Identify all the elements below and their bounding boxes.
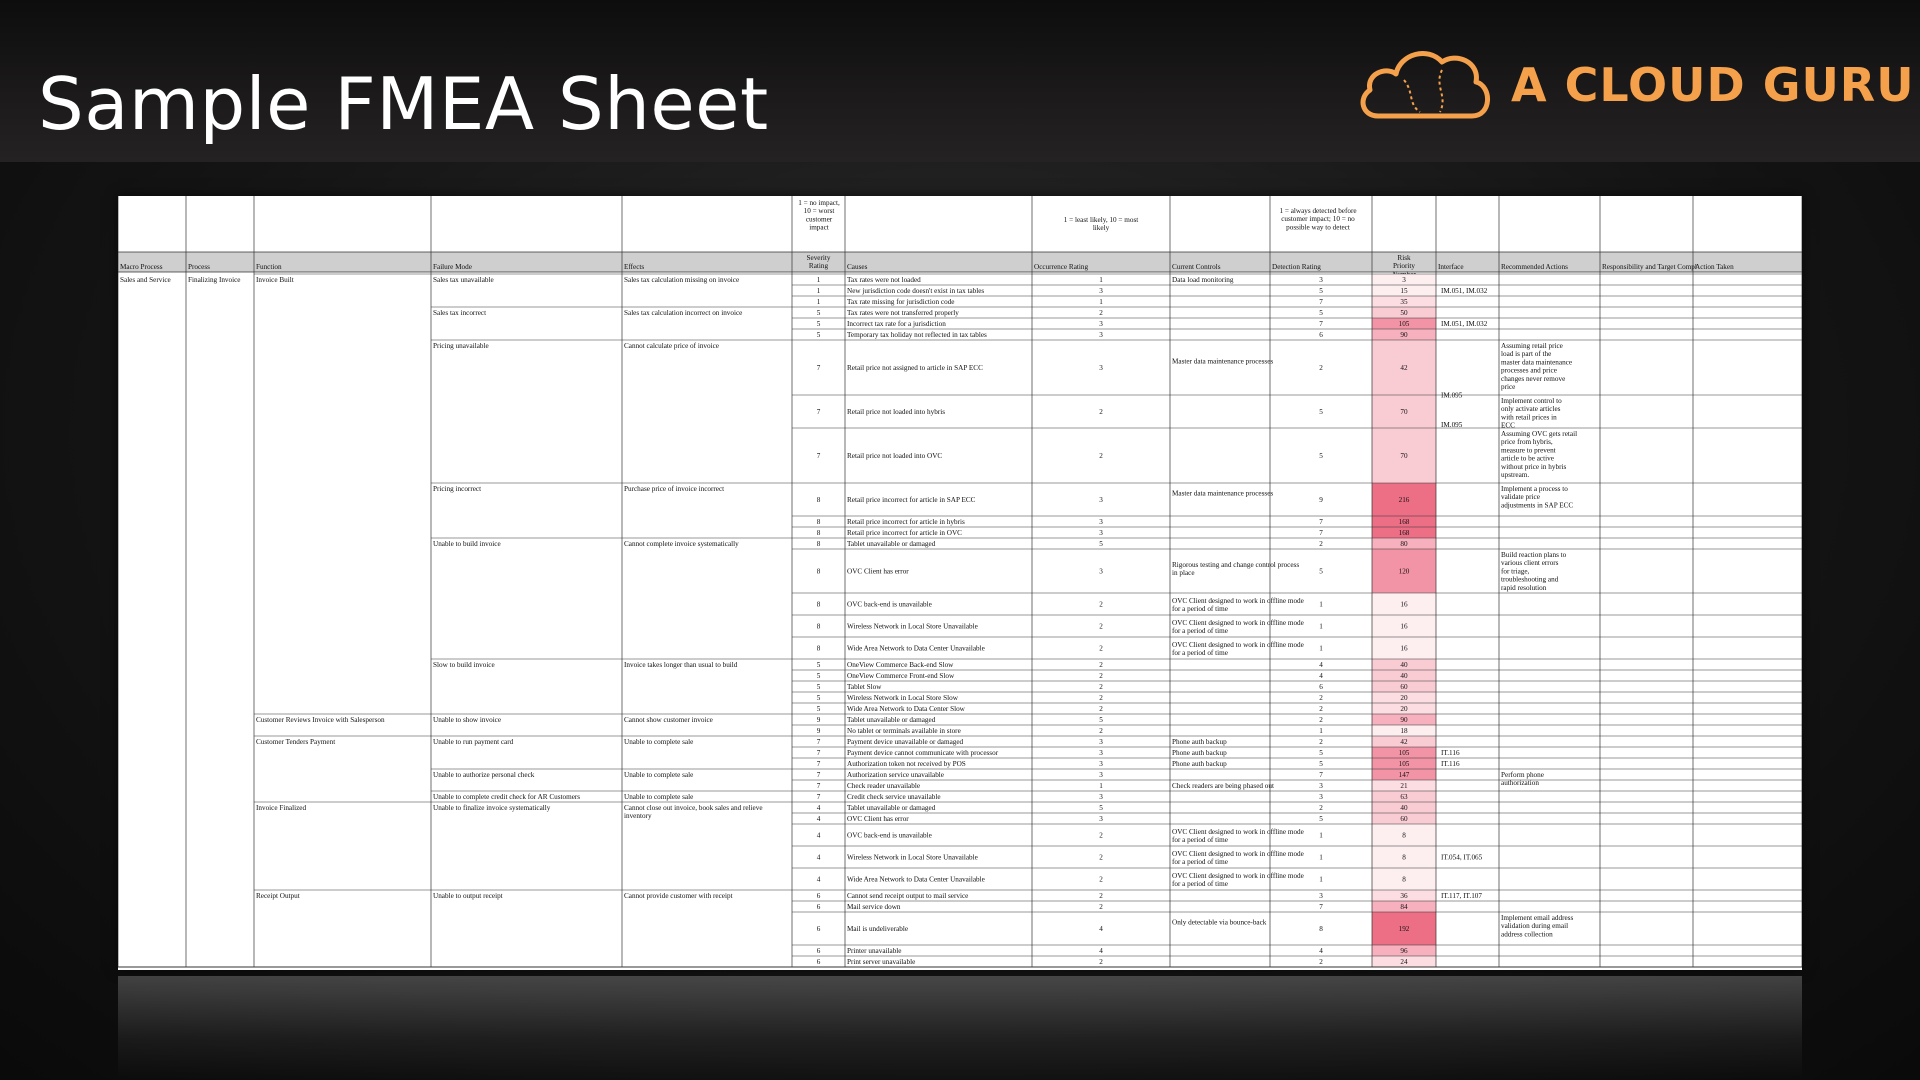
detection-rating: 4 — [1319, 661, 1323, 669]
detection-rating: 7 — [1319, 529, 1323, 537]
occurrence-rating: 2 — [1099, 622, 1103, 631]
detection-rating: 2 — [1319, 716, 1323, 724]
severity-rating: 5 — [816, 705, 821, 713]
detection-rating: 5 — [1319, 309, 1323, 317]
control-text: Rigorous testing and change control process in place — [1172, 561, 1300, 578]
effect-text: Purchase price of invoice incorrect — [624, 485, 725, 493]
effect-text: Cannot provide customer with receipt — [624, 892, 733, 900]
rpn-value: 60 — [1400, 815, 1408, 823]
severity-rating: 8 — [816, 496, 821, 504]
effect-text: Unable to complete sale — [624, 738, 694, 746]
effect-text: Cannot show customer invoice — [624, 716, 713, 724]
column-header: Recommended Actions — [1501, 263, 1568, 271]
recommended-action: Implement control to only activate articles with retail prices in ECC — [1501, 397, 1562, 430]
rpn-value: 168 — [1398, 529, 1410, 537]
cause-text: Incorrect tax rate for a jurisdiction — [847, 320, 946, 328]
failure-mode: Pricing unavailable — [433, 342, 489, 350]
rpn-value: 40 — [1400, 804, 1408, 812]
failure-mode: Unable to show invoice — [433, 716, 502, 724]
severity-rating: 8 — [816, 518, 821, 526]
detection-rating: 1 — [1319, 875, 1323, 884]
severity-rating: 1 — [816, 276, 821, 284]
cause-text: Tablet unavailable or damaged — [847, 804, 936, 812]
recommended-action: Assuming OVC gets retail price from hybris, measure to prevent article to be active without price in hybris upstream. — [1501, 430, 1578, 479]
occurrence-scale-note: 1 = least likely, 10 = most likely — [1063, 216, 1139, 233]
detection-rating: 1 — [1319, 853, 1323, 862]
severity-rating: 9 — [816, 727, 821, 735]
occurrence-rating: 3 — [1099, 496, 1103, 504]
cause-text: Check reader unavailable — [847, 782, 921, 790]
recommended-action: Implement a process to validate price adjustments in SAP ECC — [1501, 485, 1574, 510]
cause-text: Wireless Network in Local Store Unavailable — [847, 622, 978, 631]
column-header: Occurrence Rating — [1034, 263, 1089, 271]
severity-rating: 5 — [816, 320, 821, 328]
severity-rating: 8 — [816, 644, 821, 653]
occurrence-rating: 3 — [1099, 749, 1103, 757]
rpn-value: 24 — [1400, 958, 1408, 966]
detection-rating: 7 — [1319, 518, 1323, 526]
rpn-value: 16 — [1400, 600, 1408, 609]
cause-text: Tax rates were not loaded — [847, 276, 921, 284]
function-name: Invoice Built — [256, 276, 294, 284]
detection-rating: 1 — [1319, 727, 1323, 735]
cause-text: Cannot send receipt output to mail service — [847, 892, 969, 900]
detection-rating: 2 — [1319, 804, 1323, 812]
cause-text: Mail service down — [847, 903, 901, 911]
cause-text: OVC Client has error — [847, 815, 909, 823]
cause-text: Wide Area Network to Data Center Unavailable — [847, 644, 985, 653]
interface-code: IT.054, IT.065 — [1441, 853, 1483, 862]
occurrence-rating: 2 — [1099, 875, 1103, 884]
severity-rating: 7 — [816, 749, 821, 757]
failure-mode: Pricing incorrect — [433, 485, 482, 493]
rpn-value: 70 — [1400, 408, 1408, 416]
occurrence-rating: 2 — [1099, 644, 1103, 653]
detection-rating: 5 — [1319, 452, 1323, 460]
detection-rating: 4 — [1319, 672, 1323, 680]
recommended-action: Implement email address validation during email address collection — [1501, 914, 1574, 939]
column-header: Effects — [624, 263, 645, 271]
column-header: Interface — [1438, 263, 1464, 271]
severity-rating: 7 — [816, 782, 821, 790]
detection-rating: 7 — [1319, 903, 1323, 911]
column-header: Macro Process — [120, 263, 163, 271]
control-text: Master data maintenance processes — [1172, 357, 1274, 366]
occurrence-rating: 2 — [1099, 672, 1103, 680]
detection-rating: 5 — [1319, 760, 1323, 768]
failure-mode: Sales tax incorrect — [433, 309, 487, 317]
cause-text: Tablet unavailable or damaged — [847, 716, 936, 724]
recommended-action: Assuming retail price load is part of the master data maintenance processes and price changes never remove price — [1501, 342, 1573, 391]
control-text: Check readers are being phased out — [1172, 782, 1274, 790]
severity-rating: 4 — [816, 853, 821, 862]
occurrence-rating: 2 — [1099, 903, 1103, 911]
severity-rating: 7 — [816, 760, 821, 768]
occurrence-rating: 3 — [1099, 567, 1103, 576]
cause-text: Retail price not assigned to article in SAP ECC — [847, 364, 983, 372]
interface-code: IT.117, IT.107 — [1441, 892, 1482, 900]
severity-rating: 5 — [816, 672, 821, 680]
control-text: OVC Client designed to work in offline mode for a period of time — [1172, 641, 1304, 658]
rpn-value: 105 — [1398, 749, 1410, 757]
detection-rating: 7 — [1319, 320, 1323, 328]
rpn-value: 16 — [1400, 622, 1408, 631]
severity-scale-note: 1 = no impact, 10 = worst customer impact — [798, 199, 840, 232]
occurrence-rating: 2 — [1099, 853, 1103, 862]
rpn-value: 42 — [1400, 738, 1408, 746]
rpn-value: 20 — [1400, 705, 1408, 713]
detection-rating: 1 — [1319, 622, 1323, 631]
severity-rating: 9 — [816, 716, 821, 724]
severity-rating: 6 — [816, 958, 821, 966]
occurrence-rating: 5 — [1099, 716, 1103, 724]
cause-text: OneView Commerce Front-end Slow — [847, 672, 955, 680]
detection-rating: 6 — [1319, 331, 1323, 339]
interface-code: IM.095 — [1441, 391, 1463, 400]
cause-text: New jurisdiction code doesn't exist in tax tables — [847, 287, 985, 295]
occurrence-rating: 3 — [1099, 529, 1103, 537]
occurrence-rating: 3 — [1099, 738, 1103, 746]
column-header: Process — [188, 263, 210, 271]
occurrence-rating: 3 — [1099, 364, 1103, 372]
rpn-value: 42 — [1400, 364, 1408, 372]
control-text: OVC Client designed to work in offline mode for a period of time — [1172, 597, 1304, 614]
occurrence-rating: 1 — [1099, 782, 1103, 790]
detection-rating: 5 — [1319, 567, 1323, 576]
effect-text: Invoice takes longer than usual to build — [624, 661, 738, 669]
occurrence-rating: 2 — [1099, 892, 1103, 900]
interface-code: IM.051, IM.032 — [1441, 320, 1488, 328]
severity-rating: 8 — [816, 540, 821, 548]
detection-rating: 2 — [1319, 958, 1323, 966]
occurrence-rating: 5 — [1099, 540, 1103, 548]
detection-rating: 8 — [1319, 925, 1323, 933]
cause-text: Payment device cannot communicate with processor — [847, 749, 999, 757]
severity-rating: 8 — [816, 567, 821, 576]
rpn-value: 8 — [1402, 831, 1406, 840]
cause-text: Authorization token not received by POS — [847, 760, 966, 768]
control-text: OVC Client designed to work in offline mode for a period of time — [1172, 850, 1304, 867]
detection-rating: 7 — [1319, 771, 1323, 779]
interface-code: IT.116 — [1441, 760, 1460, 768]
cause-text: OVC back-end is unavailable — [847, 831, 932, 840]
cause-text: No tablet or terminals available in store — [847, 727, 961, 735]
occurrence-rating: 2 — [1099, 309, 1103, 317]
column-header: Failure Mode — [433, 263, 472, 271]
cause-text: Tax rate missing for jurisdiction code — [847, 298, 955, 306]
rpn-value: 105 — [1398, 760, 1410, 768]
occurrence-rating: 2 — [1099, 694, 1103, 702]
rpn-value: 120 — [1398, 567, 1410, 576]
occurrence-rating: 3 — [1099, 793, 1103, 801]
failure-mode: Unable to authorize personal check — [433, 771, 535, 779]
rpn-value: 50 — [1400, 309, 1408, 317]
cause-text: Authorization service unavailable — [847, 771, 944, 779]
occurrence-rating: 3 — [1099, 518, 1103, 526]
severity-rating: 7 — [816, 793, 821, 801]
occurrence-rating: 2 — [1099, 661, 1103, 669]
occurrence-rating: 3 — [1099, 771, 1103, 779]
rpn-value: 105 — [1398, 320, 1410, 328]
occurrence-rating: 5 — [1099, 804, 1103, 812]
cause-text: Retail price incorrect for article in OVC — [847, 529, 962, 537]
severity-rating: 4 — [816, 804, 821, 812]
rpn-value: 60 — [1400, 683, 1408, 691]
severity-rating: 1 — [816, 287, 821, 295]
cause-text: Tablet unavailable or damaged — [847, 540, 936, 548]
occurrence-rating: 2 — [1099, 705, 1103, 713]
rpn-value: 3 — [1402, 276, 1406, 284]
column-header: Action Taken — [1695, 263, 1734, 271]
occurrence-rating: 2 — [1099, 958, 1103, 966]
rpn-value: 36 — [1400, 892, 1408, 900]
rpn-value: 168 — [1398, 518, 1410, 526]
occurrence-rating: 3 — [1099, 760, 1103, 768]
cause-text: Wireless Network in Local Store Unavailable — [847, 853, 978, 862]
rpn-value: 70 — [1400, 452, 1408, 460]
slide-title: Sample FMEA Sheet — [38, 62, 769, 146]
cause-text: Tablet Slow — [847, 683, 882, 691]
severity-rating: 7 — [816, 408, 821, 416]
rpn-value: 35 — [1400, 298, 1408, 306]
rpn-value: 63 — [1400, 793, 1408, 801]
severity-rating: 6 — [816, 892, 821, 900]
severity-rating: 8 — [816, 600, 821, 609]
rpn-value: 18 — [1400, 727, 1408, 735]
occurrence-rating: 1 — [1099, 276, 1103, 284]
severity-rating: 5 — [816, 683, 821, 691]
control-text: Phone auth backup — [1172, 749, 1227, 757]
recommended-action: Build reaction plans to various client errors for triage, troubleshooting and rapid resolution — [1501, 551, 1567, 592]
control-text: OVC Client designed to work in offline mode for a period of time — [1172, 872, 1304, 889]
process-name: Finalizing Invoice — [188, 276, 241, 284]
cause-text: Retail price not loaded into hybris — [847, 408, 946, 416]
occurrence-rating: 2 — [1099, 727, 1103, 735]
recommended-action: Perform phone authorization — [1501, 771, 1544, 788]
cause-text: Mail is undeliverable — [847, 925, 909, 933]
column-header: Detection Rating — [1272, 263, 1321, 271]
severity-rating: 6 — [816, 903, 821, 911]
failure-mode: Slow to build invoice — [433, 661, 495, 669]
cause-text: Wide Area Network to Data Center Unavailable — [847, 875, 985, 884]
detection-rating: 1 — [1319, 831, 1323, 840]
detection-rating: 6 — [1319, 683, 1323, 691]
function-name: Customer Reviews Invoice with Salesperson — [256, 716, 385, 724]
detection-rating: 4 — [1319, 947, 1323, 955]
detection-rating: 3 — [1319, 782, 1323, 790]
occurrence-rating: 3 — [1099, 320, 1103, 328]
rpn-value: 90 — [1400, 716, 1408, 724]
control-text: Data load monitoring — [1172, 276, 1234, 284]
severity-rating: 8 — [816, 529, 821, 537]
rpn-value: 90 — [1400, 331, 1408, 339]
detection-rating: 7 — [1319, 298, 1323, 306]
cause-text: Wireless Network in Local Store Slow — [847, 694, 958, 702]
occurrence-rating: 4 — [1099, 925, 1103, 933]
column-header: Current Controls — [1172, 263, 1221, 271]
severity-rating: 8 — [816, 622, 821, 631]
control-text: Phone auth backup — [1172, 760, 1227, 768]
occurrence-rating: 2 — [1099, 683, 1103, 691]
cause-text: Retail price incorrect for article in SAP ECC — [847, 496, 976, 504]
effect-text: Cannot calculate price of invoice — [624, 342, 719, 350]
effect-text: Sales tax calculation incorrect on invoice — [624, 309, 743, 317]
interface-code: IM.095 — [1441, 421, 1463, 430]
brand-name: A CLOUD GURU — [1511, 58, 1915, 112]
rpn-value: 40 — [1400, 661, 1408, 669]
function-name: Customer Tenders Payment — [256, 738, 336, 746]
detection-rating: 2 — [1319, 364, 1323, 372]
rpn-value: 84 — [1400, 903, 1408, 911]
detection-rating: 5 — [1319, 408, 1323, 416]
rpn-value: 96 — [1400, 947, 1408, 955]
occurrence-rating: 2 — [1099, 408, 1103, 416]
cause-text: Printer unavailable — [847, 947, 902, 955]
severity-rating: 5 — [816, 694, 821, 702]
severity-rating: 7 — [816, 738, 821, 746]
rpn-value: 80 — [1400, 540, 1408, 548]
fmea-table — [118, 196, 1802, 970]
severity-rating: 5 — [816, 331, 821, 339]
severity-rating: 7 — [816, 452, 821, 460]
cloud-icon — [1356, 40, 1496, 130]
effect-text: Cannot complete invoice systematically — [624, 540, 739, 548]
occurrence-rating: 4 — [1099, 947, 1103, 955]
rpn-value: 40 — [1400, 672, 1408, 680]
severity-rating: 5 — [816, 309, 821, 317]
detection-rating: 2 — [1319, 705, 1323, 713]
failure-mode: Unable to run payment card — [433, 738, 514, 746]
detection-rating: 5 — [1319, 815, 1323, 823]
rpn-value: 16 — [1400, 644, 1408, 653]
occurrence-rating: 1 — [1099, 298, 1103, 306]
cause-text: Print server unavailable — [847, 958, 916, 966]
cause-text: Retail price not loaded into OVC — [847, 452, 943, 460]
rpn-value: 8 — [1402, 875, 1406, 884]
occurrence-rating: 2 — [1099, 600, 1103, 609]
effect-text: Cannot close out invoice, book sales and relieve inventory — [624, 804, 763, 821]
control-text: OVC Client designed to work in offline mode for a period of time — [1172, 828, 1304, 845]
interface-code: IT.116 — [1441, 749, 1460, 757]
severity-rating: 4 — [816, 875, 821, 884]
detection-rating: 1 — [1319, 600, 1323, 609]
detection-rating: 2 — [1319, 694, 1323, 702]
cause-text: OneView Commerce Back-end Slow — [847, 661, 954, 669]
failure-mode: Unable to finalize invoice systematically — [433, 804, 551, 812]
occurrence-rating: 3 — [1099, 287, 1103, 295]
rpn-value: 20 — [1400, 694, 1408, 702]
cause-text: Credit check service unavailable — [847, 793, 941, 801]
fmea-sheet — [118, 196, 1802, 970]
severity-rating: 7 — [816, 364, 821, 372]
column-header: Responsibility and Target Compl — [1602, 263, 1697, 271]
cause-text: Tax rates were not transferred properly — [847, 309, 959, 317]
severity-rating: 6 — [816, 947, 821, 955]
occurrence-rating: 2 — [1099, 452, 1103, 460]
severity-rating: 4 — [816, 815, 821, 823]
severity-rating: 5 — [816, 661, 821, 669]
column-header: Function — [256, 263, 282, 271]
cause-text: Temporary tax holiday not reflected in tax tables — [847, 331, 987, 339]
column-header: Severity Rating — [806, 254, 831, 271]
occurrence-rating: 3 — [1099, 331, 1103, 339]
brand-logo — [1356, 40, 1915, 130]
rpn-value: 147 — [1398, 771, 1410, 779]
macro-process: Sales and Service — [120, 276, 171, 284]
failure-mode: Unable to complete credit check for AR Customers — [433, 793, 581, 801]
cause-text: Retail price incorrect for article in hybris — [847, 518, 965, 526]
interface-code: IM.051, IM.032 — [1441, 287, 1488, 295]
severity-rating: 6 — [816, 925, 821, 933]
control-text: Phone auth backup — [1172, 738, 1227, 746]
rpn-value: 21 — [1400, 782, 1408, 790]
cause-text: OVC back-end is unavailable — [847, 600, 932, 609]
detection-rating: 2 — [1319, 738, 1323, 746]
function-name: Receipt Output — [256, 892, 300, 900]
rpn-value: 8 — [1402, 853, 1406, 862]
failure-mode: Unable to build invoice — [433, 540, 501, 548]
failure-mode: Sales tax unavailable — [433, 276, 494, 284]
occurrence-rating: 3 — [1099, 815, 1103, 823]
detection-rating: 5 — [1319, 749, 1323, 757]
rpn-value: 15 — [1400, 287, 1408, 295]
failure-mode: Unable to output receipt — [433, 892, 503, 900]
detection-rating: 3 — [1319, 793, 1323, 801]
detection-scale-note: 1 = always detected before customer impact; 10 = no possible way to detect — [1279, 207, 1357, 232]
function-name: Invoice Finalized — [256, 804, 307, 812]
cause-text: Payment device unavailable or damaged — [847, 738, 964, 746]
detection-rating: 9 — [1319, 496, 1323, 504]
rpn-value: 216 — [1398, 496, 1410, 504]
severity-rating: 7 — [816, 771, 821, 779]
detection-rating: 1 — [1319, 644, 1323, 653]
column-header: Risk Priority — [1393, 254, 1415, 271]
occurrence-rating: 2 — [1099, 831, 1103, 840]
effect-text: Unable to complete sale — [624, 771, 694, 779]
detection-rating: 5 — [1319, 287, 1323, 295]
control-text: OVC Client designed to work in offline mode for a period of time — [1172, 619, 1304, 636]
effect-text: Unable to complete sale — [624, 793, 694, 801]
effect-text: Sales tax calculation missing on invoice — [624, 276, 740, 284]
cause-text: Wide Area Network to Data Center Slow — [847, 705, 965, 713]
severity-rating: 4 — [816, 831, 821, 840]
severity-rating: 1 — [816, 298, 821, 306]
column-header: Causes — [847, 263, 868, 271]
rpn-value: 192 — [1398, 925, 1410, 933]
control-text: Master data maintenance processes — [1172, 489, 1274, 498]
detection-rating: 2 — [1319, 540, 1323, 548]
detection-rating: 3 — [1319, 892, 1323, 900]
control-text: Only detectable via bounce-back — [1172, 918, 1267, 927]
cause-text: OVC Client has error — [847, 567, 909, 576]
sheet-reflection — [118, 976, 1802, 1080]
detection-rating: 3 — [1319, 276, 1323, 284]
